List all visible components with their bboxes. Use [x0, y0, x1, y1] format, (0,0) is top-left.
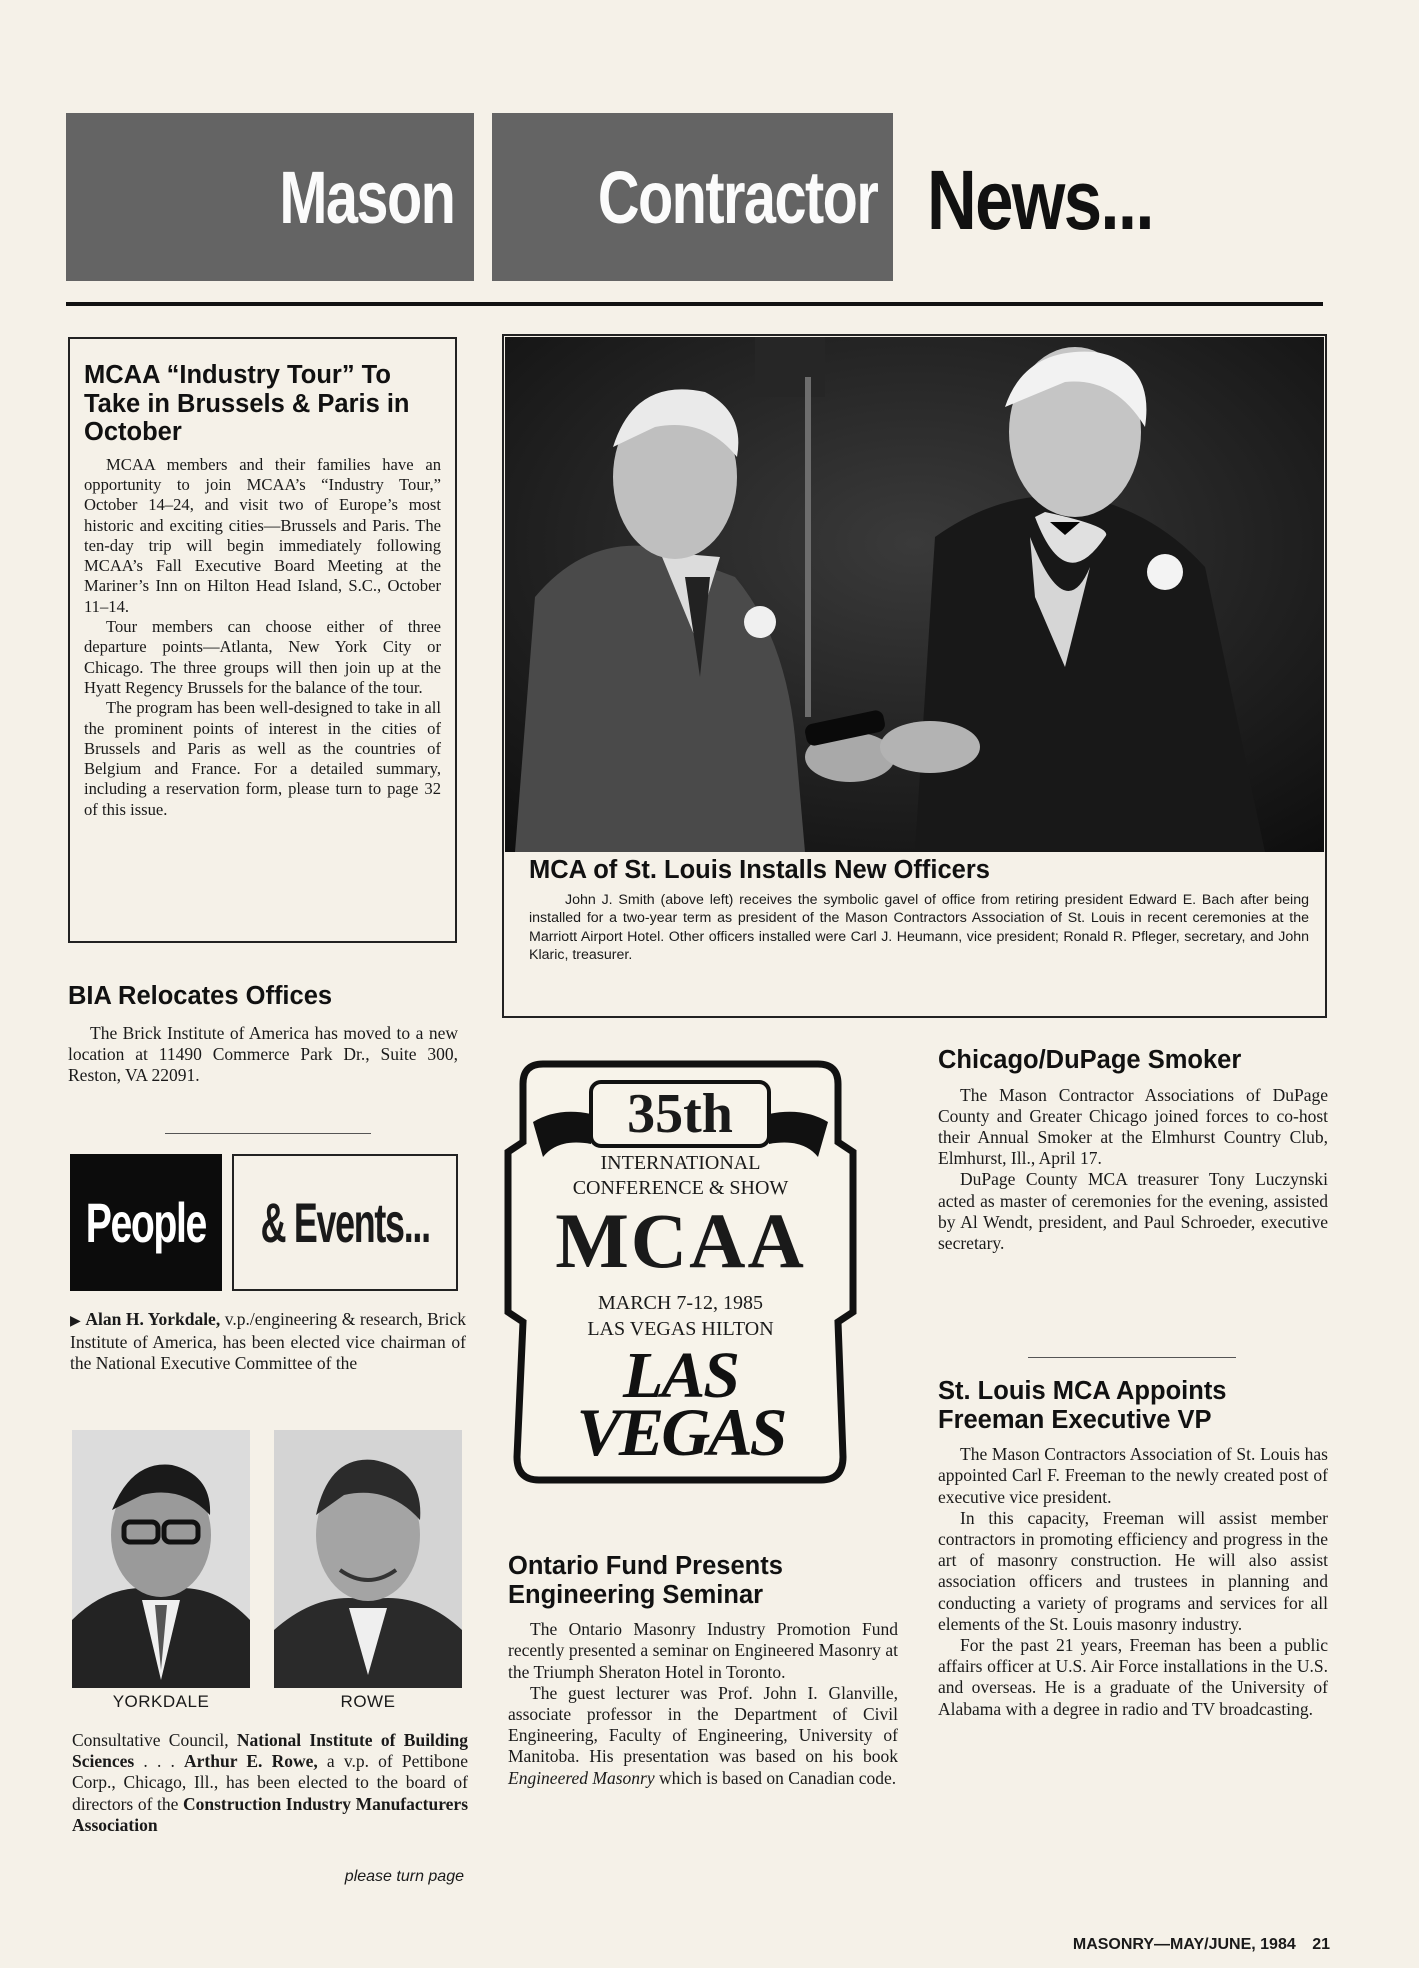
bullet-triangle-icon: ▶	[70, 1313, 81, 1329]
book-title: Engineered Masonry	[508, 1767, 655, 1788]
conference-line2: CONFERENCE & SHOW	[572, 1177, 789, 1199]
conference-venue: LAS VEGAS HILTON	[587, 1318, 774, 1340]
conference-ordinal: 35th	[627, 1083, 733, 1145]
yorkdale-label: YORKDALE	[112, 1692, 210, 1711]
footer-publication: MASONRY—MAY/JUNE, 1984	[1072, 1936, 1296, 1953]
chicago-body	[938, 1085, 1328, 1255]
events-banner-box	[232, 1154, 458, 1291]
people-events-banner	[70, 1154, 222, 1291]
cima-name: Construction Industry Manufacturers Association	[72, 1793, 469, 1835]
freeman-body	[938, 1444, 1328, 1720]
freeman-paragraph: In this capacity, Freeman will assist member contractors in promoting efficiency and progress in the art of masonry construction. He will also assist association officers and trustees in planning and conducting a variety of programs and services for all elements of the St. Louis masonry industry.	[938, 1507, 1328, 1634]
rowe-photo	[274, 1430, 462, 1688]
tour-paragraph: The program has been well-designed to take in all the prominent points of interest in the cities of Brussels and Paris as well as the countries of Belgium and France. For a detailed summary, including a reservation form, please turn to page 32 of this issue.	[84, 698, 441, 819]
officers-headline: MCA of St. Louis Installs New Officers	[529, 856, 990, 884]
yorkdale-portrait	[72, 1430, 250, 1688]
officers-photo-illustration	[505, 337, 1324, 852]
masthead-mason-block	[66, 113, 474, 281]
bia-headline: BIA Relocates Offices	[68, 982, 333, 1010]
people-word: People	[85, 1191, 207, 1254]
tour-paragraph: Tour members can choose either of three departure points—Atlanta, New York City or Chicago. The three groups will then join up at the Hyatt Regency Brussels for the balance of the tour.	[84, 617, 441, 697]
chicago-headline: Chicago/DuPage Smoker	[938, 1046, 1242, 1074]
bia-body	[68, 1023, 458, 1087]
conference-city-vegas: VEGAS	[576, 1394, 785, 1470]
ontario-text: which is based on Canadian code.	[654, 1767, 897, 1788]
yorkdale-photo	[72, 1430, 250, 1688]
ontario-body	[508, 1619, 898, 1789]
yorkdale-text: v.p./engineering & research, Brick Institute of America, has been elected vice chairman of the National Executive Committee of the	[70, 1309, 466, 1374]
rowe-portrait	[274, 1430, 462, 1688]
bia-section	[68, 982, 458, 1086]
freeman-paragraph: For the past 21 years, Freeman has been a public affairs officer at U.S. Air Force installations in the U.S. and overseas. He is a graduate of the University of Alabama with a degree in radio and TV broadcasting.	[938, 1634, 1328, 1719]
tour-headline: MCAA “Industry Tour” To Take in Brussels & Paris in October	[84, 361, 410, 447]
freeman-headline: St. Louis MCA Appoints Freeman Executive VP	[938, 1377, 1227, 1434]
bia-text: The Brick Institute of America has moved to a new location at 11490 Commerce Park Dr., Suite 300, Reston, VA 22091.	[68, 1022, 458, 1085]
masthead-rule	[66, 302, 1323, 306]
ontario-paragraph-2	[508, 1683, 898, 1789]
conference-org: MCAA	[555, 1197, 806, 1284]
rowe-name: Arthur E. Rowe,	[184, 1751, 318, 1772]
people-continuation	[72, 1730, 468, 1836]
chicago-section	[938, 1046, 1328, 1254]
conference-dates: MARCH 7-12, 1985	[597, 1292, 763, 1314]
conference-ad	[503, 1052, 858, 1492]
officers-caption: John J. Smith (above left) receives the symbolic gavel of office from retiring president Edward E. Bach after being installed for a two-year term as president of the Mason Contractors Association of St. Louis in recent ceremonies at the Marriott Airport Hotel. Other officers installed were Carl J. Heumann, vice president; Ronald R. Pfleger, secretary, and John Klaric, treasurer.	[529, 891, 1309, 964]
tour-box	[68, 337, 457, 943]
footer-page-number: 21	[1312, 1936, 1330, 1953]
officers-photo	[505, 337, 1324, 852]
yorkdale-name: Alan H. Yorkdale,	[85, 1309, 221, 1329]
masthead-word-news: News...	[927, 153, 1153, 247]
officers-caption-block	[529, 856, 1309, 965]
ontario-section	[508, 1552, 898, 1789]
masthead-contractor-block	[492, 113, 893, 281]
masthead-word-contractor: Contractor	[597, 155, 877, 239]
rowe-label: ROWE	[340, 1692, 396, 1711]
nibs-name: National Institute of Building Sciences	[72, 1730, 468, 1772]
people-intro	[70, 1309, 466, 1375]
chicago-divider	[1028, 1357, 1236, 1358]
ontario-paragraph-1: The Ontario Masonry Industry Promotion Fund recently presented a seminar on Engineered Masonry at the Triumph Sheraton Hotel in Toronto.	[508, 1619, 898, 1682]
page-footer	[900, 1936, 1330, 1954]
people-cont-ellipsis: . . .	[134, 1751, 185, 1772]
ontario-text: The guest lecturer was Prof. John I. Glanville, associate professor in the Department of Civil Engineering, Faculty of Engineering, University of Manitoba. His presentation was based on his book	[508, 1682, 898, 1767]
freeman-section	[938, 1377, 1328, 1720]
conference-city-las: LAS	[622, 1339, 739, 1412]
ontario-headline: Ontario Fund Presents Engineering Seminar	[508, 1552, 783, 1609]
turn-page-note: please turn page	[344, 1868, 464, 1885]
masthead-word-mason: Mason	[278, 155, 454, 239]
people-cont-text: Consultative Council,	[72, 1730, 237, 1750]
tour-body	[84, 455, 441, 820]
tour-paragraph: MCAA members and their families have an opportunity to join MCAA’s “Industry Tour,” October 14–24, and visit two of Europe’s most historic and exciting cities—Brussels and Paris. The ten-day trip will begin immediately following MCAA’s Fall Executive Board Meeting at the Mariner’s Inn on Hilton Head Island, S.C., October 11–14.	[84, 454, 441, 616]
people-cont-text: a v.p. of Pettibone Corp., Chicago, Ill., has been elected to the board of directors of the	[72, 1751, 468, 1814]
chicago-paragraph: The Mason Contractor Associations of DuPage County and Greater Chicago joined forces to co-host their Annual Smoker at the Elmhurst Country Club, Elmhurst, Ill., April 17.	[938, 1084, 1328, 1169]
freeman-paragraph: The Mason Contractors Association of St. Louis has appointed Carl F. Freeman to the newly created post of executive vice president.	[938, 1444, 1328, 1507]
conference-line1: INTERNATIONAL	[600, 1152, 761, 1174]
bia-divider	[165, 1133, 371, 1134]
events-word: & Events...	[260, 1191, 430, 1254]
chicago-paragraph: DuPage County MCA treasurer Tony Luczynski acted as master of ceremonies for the evening, assisted by Al Wendt, president, and Paul Schroeder, executive secretary.	[938, 1169, 1328, 1253]
